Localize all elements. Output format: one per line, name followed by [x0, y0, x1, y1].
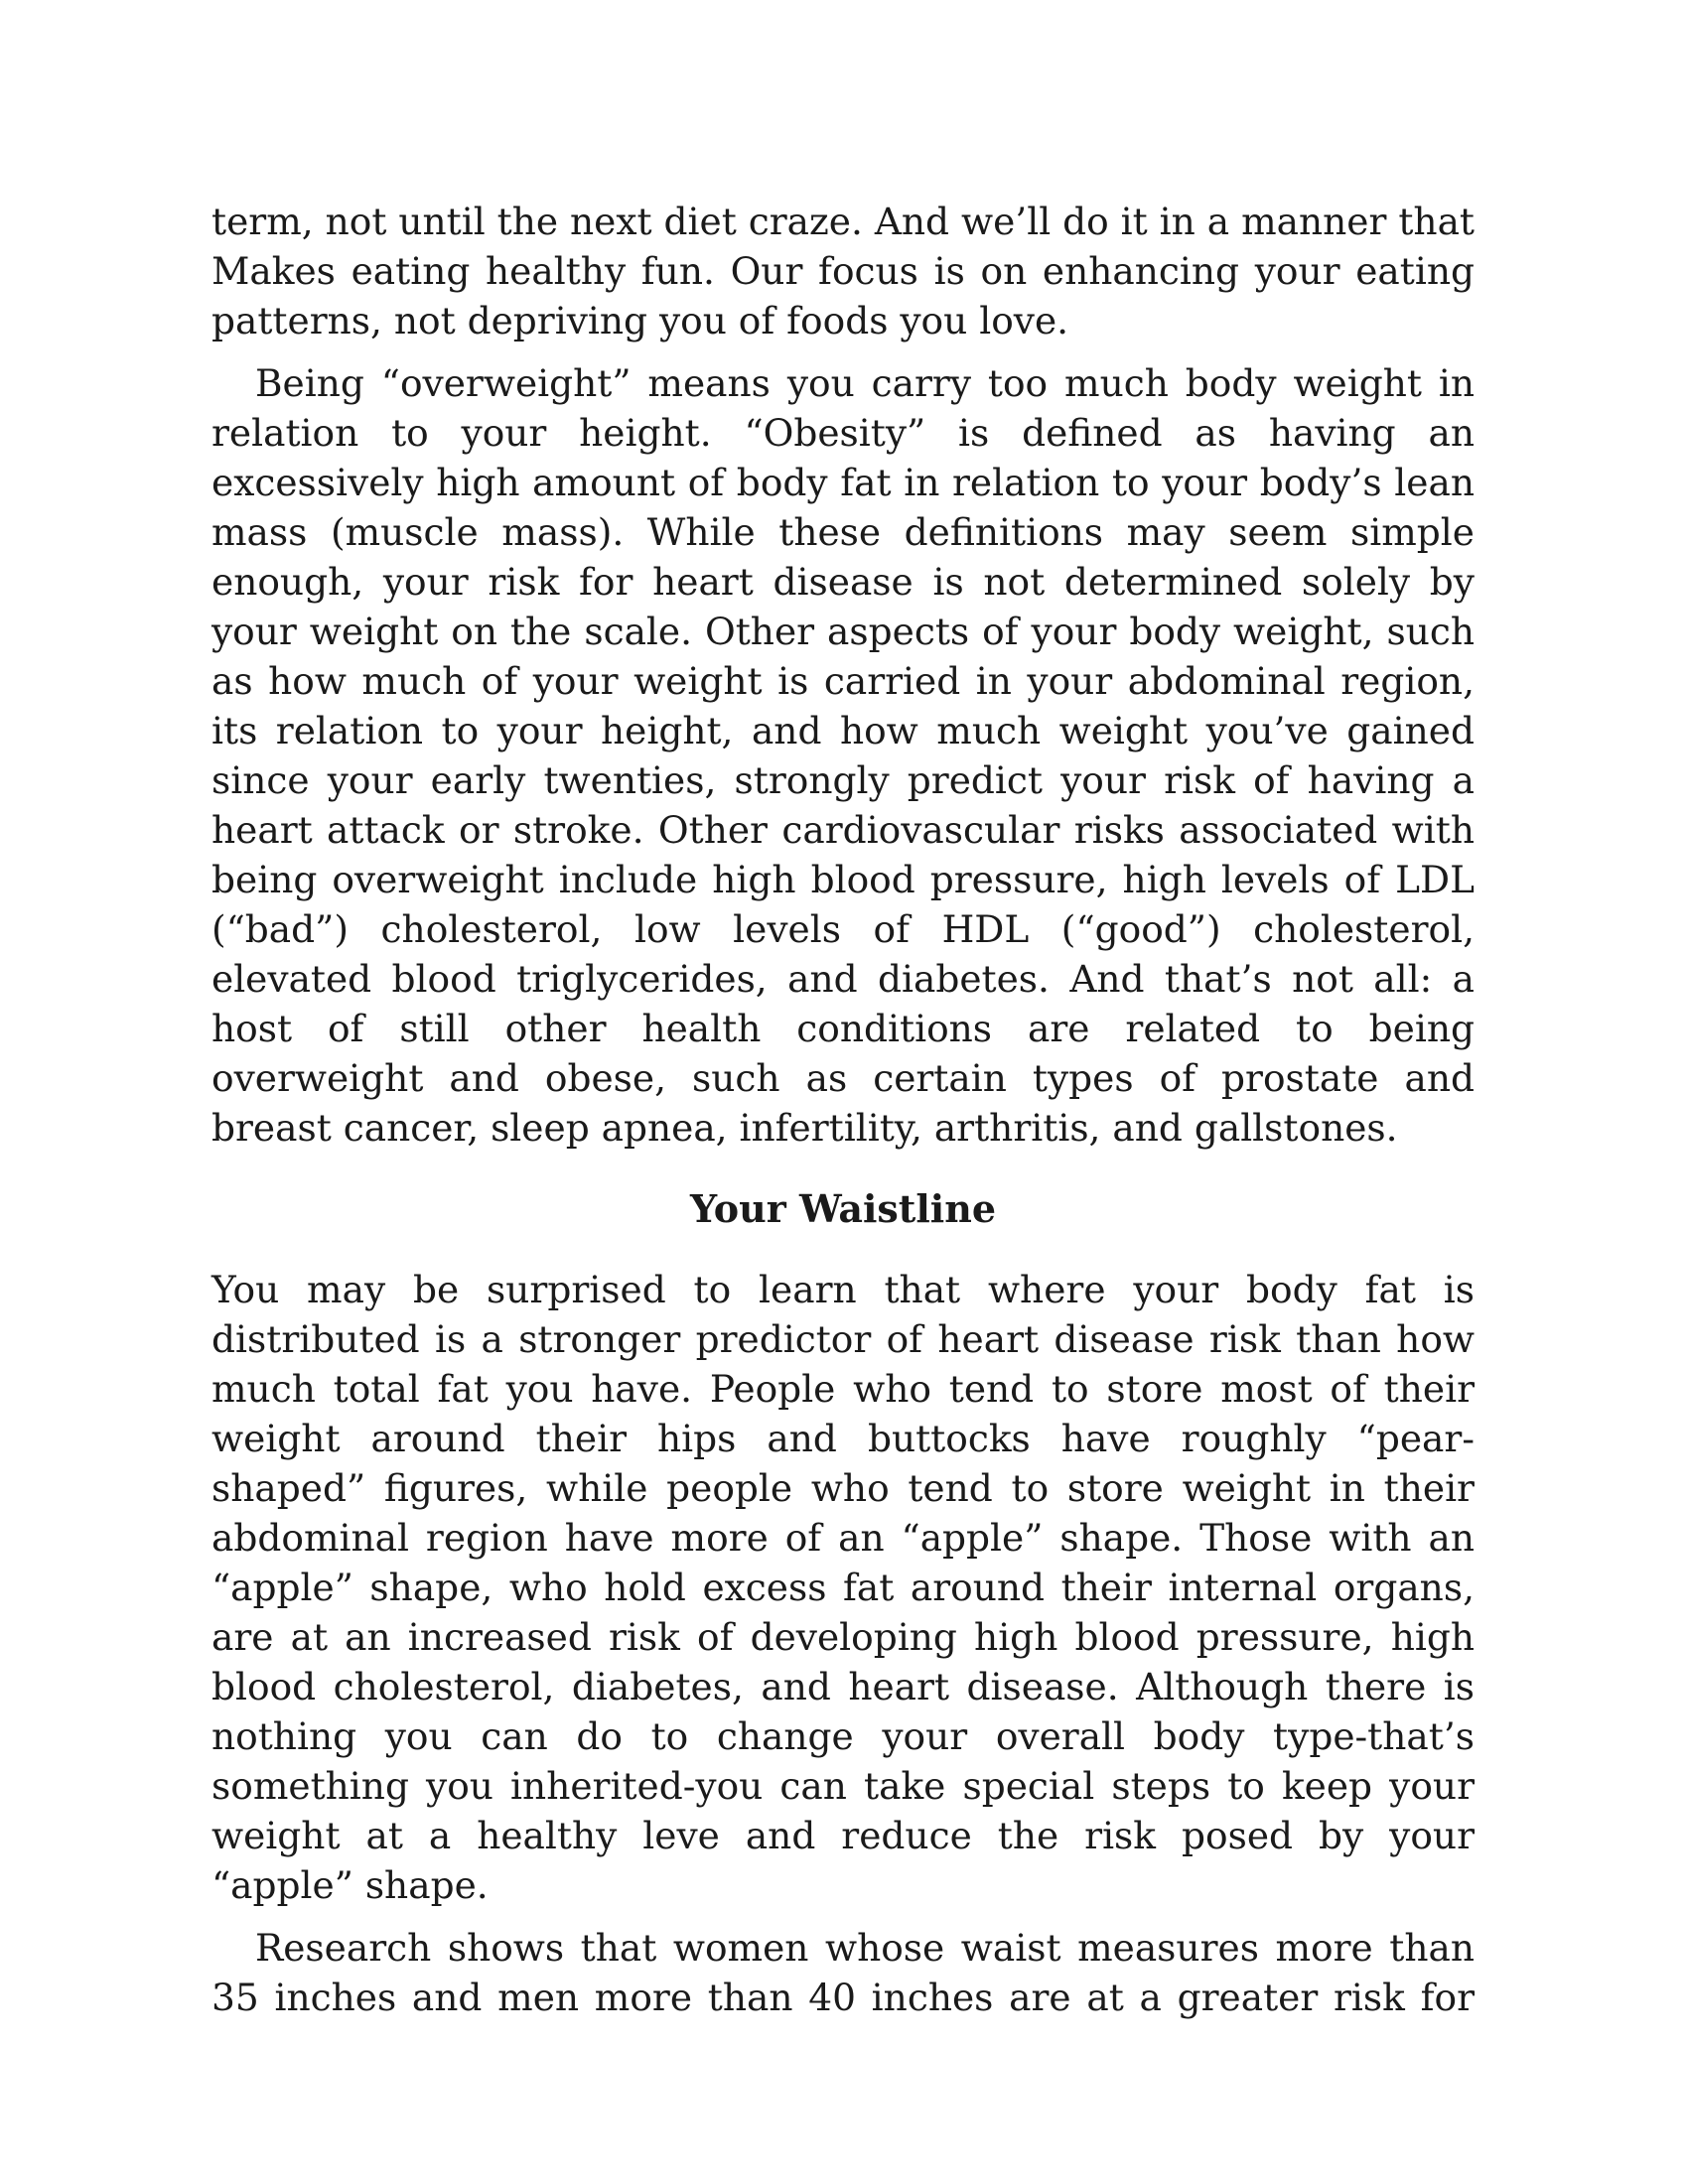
paragraph-waist-measurement: Research shows that women whose waist measures more than 35 inches and men more than 40 inches are at a greater risk for	[211, 1926, 1475, 2019]
paragraph-body-fat-distribution: You may be surprised to learn that where your body fat is distributed is a stronger predictor of heart disease risk than how much total fat you have. People who tend to store most of their weight around their hips and buttocks have roughly “pear-shaped” figures, while people who tend to store weight in their abdominal region have more of an “apple” shape. Those with an “apple” shape, who hold excess fat around their internal organs, are at an increased risk of developing high blood pressure, high blood cholesterol, diabetes, and heart disease. Although there is nothing you can do to change your overall body type-that’s something you inherited-you can take special steps to keep your weight at a healthy leve and reduce the risk posed by your “apple” shape.	[211, 1268, 1475, 1907]
paragraph-intro-continuation: term, not until the next diet craze. And we’ll do it in a manner that Makes eating healthy fun. Our focus is on enhancing your eating patterns, not depriving you of foods you love.	[211, 200, 1475, 342]
section-heading: Your Waistline	[689, 1186, 997, 1231]
paragraph-overweight-definition: Being “overweight” means you carry too much body weight in relation to your height. “Obesity” is defined as having an excessively high amount of body fat in relation to your body’s lean mass (muscle mass). While these definitions may seem simple enough, your risk for heart disease is not determined solely by your weight on the scale. Other aspects of your body weight, such as how much of your weight is carried in your abdominal region, its relation to your height, and how much weight you’ve gained since your early twenties, strongly predict your risk of having a heart attack or stroke. Other cardiovascular risks associated with being overweight include high blood pressure, high levels of LDL (“bad”) cholesterol, low levels of HDL (“good”) cholesterol, elevated blood triglycerides, and diabetes. And that’s not all: a host of still other health conditions are related to being overweight and obese, such as certain types of prostate and breast cancer, sleep apnea, infertility, arthritis, and gallstones.	[211, 361, 1475, 1150]
book-page	[211, 197, 1475, 2022]
